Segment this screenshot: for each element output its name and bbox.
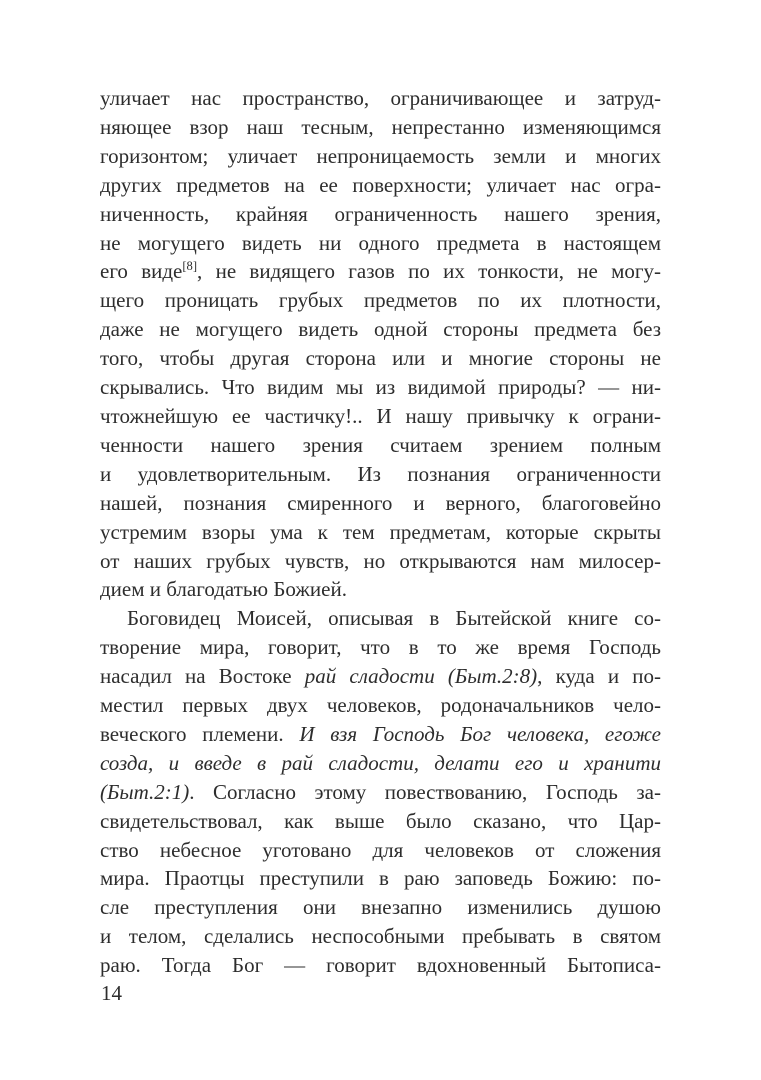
text-line xyxy=(100,575,661,604)
body-text: дием и благодатью Божией. xyxy=(100,577,347,602)
text-line xyxy=(100,893,661,922)
page-number: 14 xyxy=(101,981,122,1005)
text-line xyxy=(100,836,661,865)
paragraph-1 xyxy=(100,84,661,604)
text-line xyxy=(100,431,661,460)
text-line xyxy=(100,84,661,113)
body-text: , куда и по- xyxy=(537,664,662,689)
body-text: сле преступления они внезапно изменились душою xyxy=(100,895,661,920)
body-text: няющее взор наш тесным, непрестанно изменяющимся xyxy=(100,114,661,139)
body-text: ченности нашего зрения считаем зрением полным xyxy=(100,432,661,457)
body-text: свидетельствовал, как выше было сказано, что Цар- xyxy=(100,808,661,833)
body-text: местил первых двух человеков, родоначальников чело- xyxy=(100,693,661,718)
body-text: насадил на Востоке xyxy=(100,664,305,689)
body-text: того, чтобы другая сторона или и многие стороны не xyxy=(100,346,661,371)
body-text: мира. Праотцы преступили в раю заповедь Божию: по- xyxy=(100,866,661,891)
text-line xyxy=(100,633,661,662)
text-line xyxy=(100,604,661,633)
body-text: других предметов на ее поверхности; уличает нас огра- xyxy=(100,172,661,197)
body-text: , не видящего газов по их тонкости, не могу- xyxy=(197,259,661,284)
text-line xyxy=(100,720,661,749)
text-line xyxy=(100,113,661,142)
body-text: . Согласно этому повествованию, Господь за- xyxy=(189,779,661,804)
body-text: и телом, сделались неспособными пребывать в святом xyxy=(100,924,661,949)
text-line xyxy=(100,922,661,951)
text-line xyxy=(100,749,661,778)
text-line xyxy=(100,315,661,344)
text-line xyxy=(100,142,661,171)
text-line xyxy=(100,460,661,489)
text-line xyxy=(100,229,661,258)
body-text: от наших грубых чувств, но открываются нам милосер- xyxy=(100,548,661,573)
text-line xyxy=(100,489,661,518)
italic-text: И взя Господь Бог человека, егоже xyxy=(299,721,662,746)
italic-text: созда, и введе в рай сладости, делати его и хранити xyxy=(100,750,661,775)
text-line xyxy=(100,171,661,200)
text-line xyxy=(100,286,661,315)
text-line xyxy=(100,691,661,720)
body-text: щего проницать грубых предметов по их плотности, xyxy=(100,288,661,313)
text-line xyxy=(100,200,661,229)
text-line xyxy=(100,778,661,807)
text-line xyxy=(100,864,661,893)
body-text: его виде xyxy=(100,259,183,284)
body-text: чтожнейшую ее частичку!.. И нашу привычку к ограни- xyxy=(100,403,661,428)
text-line xyxy=(100,344,661,373)
text-line xyxy=(100,662,661,691)
text-line xyxy=(100,402,661,431)
text-line xyxy=(100,807,661,836)
text-line xyxy=(100,518,661,547)
body-text: ство небесное уготовано для человеков от сложения xyxy=(100,837,661,862)
body-text: не могущего видеть ни одного предмета в настоящем xyxy=(100,230,661,255)
body-text: даже не могущего видеть одной стороны предмета без xyxy=(100,317,661,342)
paragraph-2 xyxy=(100,604,661,980)
page-text xyxy=(100,84,661,980)
text-line xyxy=(100,373,661,402)
body-text: раю. Тогда Бог — говорит вдохновенный Бытописа- xyxy=(100,953,661,978)
italic-text: рай сладости (Быт.2:8) xyxy=(304,664,538,689)
footnote-ref-8[interactable]: [8] xyxy=(182,259,198,274)
body-text: уличает нас пространство, ограничивающее и затруд- xyxy=(100,86,661,110)
text-line xyxy=(100,257,661,286)
body-text: ниченность, крайняя ограниченность нашего зрения, xyxy=(100,201,661,226)
body-text: устремим взоры ума к тем предметам, которые скрыты xyxy=(100,519,661,544)
body-text: творение мира, говорит, что в то же время Господь xyxy=(100,635,661,660)
body-text: Боговидец Моисей, описывая в Бытейской книге со- xyxy=(127,606,661,631)
text-line xyxy=(100,547,661,576)
italic-text: (Быт.2:1) xyxy=(100,779,190,804)
body-text: веческого племени. xyxy=(100,721,300,746)
body-text: скрывались. Что видим мы из видимой природы? — ни- xyxy=(100,375,661,400)
body-text: и удовлетворительным. Из познания ограниченности xyxy=(100,461,661,486)
body-text: нашей, познания смиренного и верного, благоговейно xyxy=(100,490,661,515)
text-line xyxy=(100,951,661,980)
body-text: горизонтом; уличает непроницаемость земли и многих xyxy=(100,143,661,168)
